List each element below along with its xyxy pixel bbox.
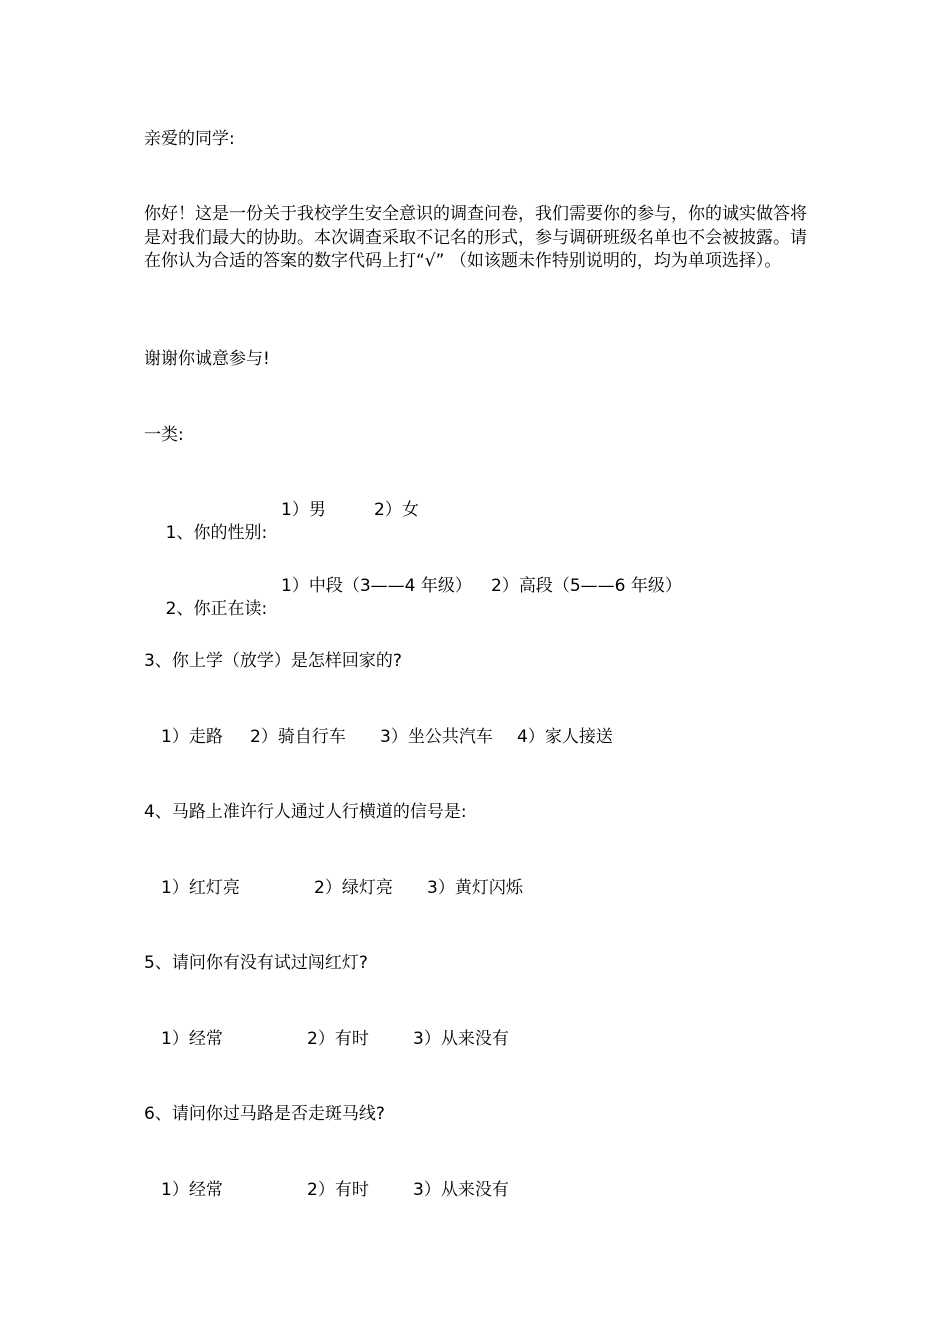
question-5-text: 5、请问你有没有试过闯红灯? <box>144 953 368 973</box>
intro-paragraph: 你好！这是一份关于我校学生安全意识的调查问卷，我们需要你的参与，你的诚实做答将是对我们最大的协助。本次调查采取不记名的形式，参与调研班级名单也不会被披露。请在你认为合适的答案的数字代码上打“√” （如该题未作特别说明的，均为单项选择）。 <box>144 204 807 271</box>
question-4-option-3[interactable]: 3）黄灯闪烁 <box>427 878 523 898</box>
question-3-options <box>161 725 631 749</box>
greeting: 亲爱的同学: <box>144 129 235 149</box>
section-heading: 一类: <box>144 425 184 445</box>
question-6-option-2[interactable]: 2）有时 <box>307 1180 369 1200</box>
question-1-text: 1、你的性别: <box>165 523 268 543</box>
question-3-text: 3、你上学（放学）是怎样回家的? <box>144 651 402 671</box>
question-4-text: 4、马路上准许行人通过人行横道的信号是: <box>144 802 467 822</box>
question-2-text: 2、你正在读: <box>165 599 268 619</box>
question-6-text: 6、请问你过马路是否走斑马线? <box>144 1104 385 1124</box>
question-5-option-2[interactable]: 2）有时 <box>307 1029 369 1049</box>
question-5-option-3[interactable]: 3）从来没有 <box>413 1029 509 1049</box>
question-1-option-2[interactable]: 2）女 <box>374 500 419 520</box>
question-4-options <box>161 876 541 900</box>
question-6-option-3[interactable]: 3）从来没有 <box>413 1180 509 1200</box>
question-1-option-1[interactable]: 1）男 <box>281 500 326 520</box>
question-4-option-1[interactable]: 1）红灯亮 <box>161 878 240 898</box>
thanks-line: 谢谢你诚意参与! <box>144 349 270 369</box>
question-3-option-1[interactable]: 1）走路 <box>161 727 223 747</box>
question-5-options <box>161 1027 531 1051</box>
question-3-option-3[interactable]: 3）坐公共汽车 <box>380 727 493 747</box>
question-3-option-2[interactable]: 2）骑自行车 <box>250 727 346 747</box>
question-4-option-2[interactable]: 2）绿灯亮 <box>314 878 393 898</box>
question-2-option-2[interactable]: 2）高段（5——6 年级） <box>491 576 682 596</box>
question-6-options <box>161 1178 531 1202</box>
question-6-option-1[interactable]: 1）经常 <box>161 1180 223 1200</box>
question-3-option-4[interactable]: 4）家人接送 <box>517 727 613 747</box>
question-5-option-1[interactable]: 1）经常 <box>161 1029 223 1049</box>
question-2-option-1[interactable]: 1）中段（3——4 年级） <box>281 576 472 596</box>
